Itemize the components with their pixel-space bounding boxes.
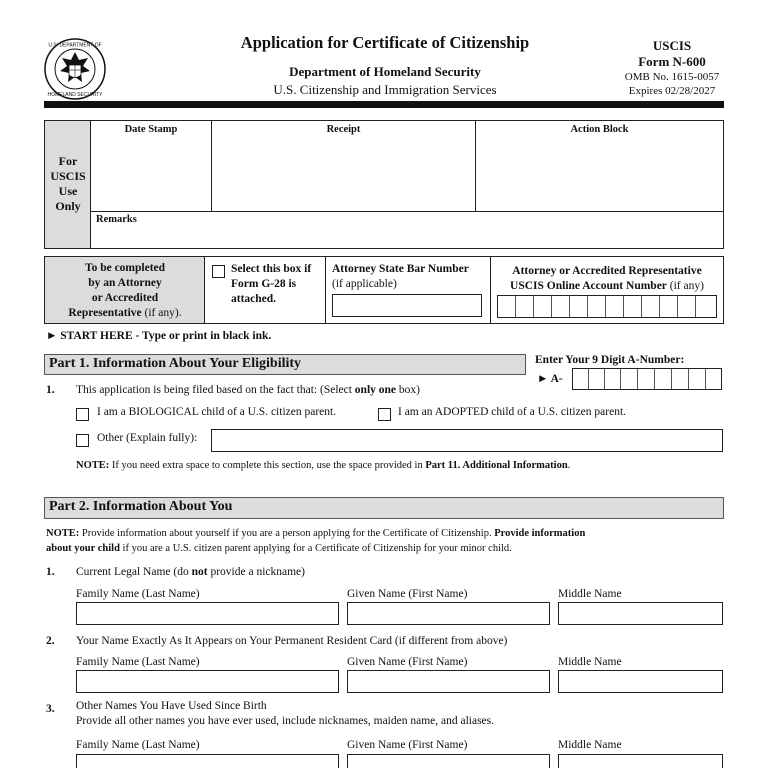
q2-given-name-input[interactable] xyxy=(347,670,550,693)
part2-title: Part 2. Information About You xyxy=(49,499,233,514)
attorney-block xyxy=(44,256,724,324)
a-number-prefix: ► A- xyxy=(537,373,563,385)
part1-q1-number: 1. xyxy=(46,384,55,396)
q2-given-name-label: Given Name (First Name) xyxy=(347,656,468,668)
adopted-child-label: I am an ADOPTED child of a U.S. citizen parent. xyxy=(398,406,627,418)
bar-number-label: Attorney State Bar Number xyxy=(332,263,469,275)
online-account-input[interactable] xyxy=(497,295,717,318)
part2-q3-sub: Provide all other names you have ever used, include nicknames, maiden name, and aliases. xyxy=(76,715,495,727)
q3-family-name-input[interactable] xyxy=(76,754,339,768)
q2-family-name-label: Family Name (Last Name) xyxy=(76,656,200,668)
agency-short: USCIS xyxy=(652,38,692,53)
q1-middle-name-input[interactable] xyxy=(558,602,723,625)
q3-middle-name-input[interactable] xyxy=(558,754,723,768)
q3-given-name-input[interactable] xyxy=(347,754,550,768)
bar-number-sub: (if applicable) xyxy=(332,278,397,290)
other-explain-input[interactable] xyxy=(211,429,723,452)
header-rule xyxy=(44,101,724,108)
action-block-label: Action Block xyxy=(570,124,629,135)
omb-number: OMB No. 1615-0057 xyxy=(624,71,720,83)
attorney-note-line1: To be completed xyxy=(84,262,166,274)
biological-child-checkbox[interactable] xyxy=(76,408,89,421)
account-label-line1: Attorney or Accredited Representative xyxy=(512,265,702,277)
agency-name: U.S. Citizenship and Immigration Services xyxy=(273,82,497,97)
part2-q2-text: Your Name Exactly As It Appears on Your Permanent Resident Card (if different from above) xyxy=(76,635,508,647)
q1-family-name-label: Family Name (Last Name) xyxy=(76,588,200,600)
uscis-use-block xyxy=(44,120,724,249)
other-checkbox[interactable] xyxy=(76,434,89,447)
part2-note-line2: about your child if you are a U.S. citizen parent applying for a Certificate of Citizenship for your minor child. xyxy=(46,543,512,554)
expiration-date: Expires 02/28/2027 xyxy=(628,85,716,97)
attorney-note-line2: by an Attorney xyxy=(88,277,162,289)
q2-family-name-input[interactable] xyxy=(76,670,339,693)
a-number-input[interactable] xyxy=(572,368,722,390)
part1-q1-text: This application is being filed based on the fact that: (Select only one box) xyxy=(76,384,420,396)
start-here: ► START HERE - Type or print in black ink. xyxy=(46,330,272,342)
part2-q3-number: 3. xyxy=(46,703,55,715)
bar-number-input[interactable] xyxy=(332,294,482,317)
svg-text:HOMELAND SECURITY: HOMELAND SECURITY xyxy=(47,92,103,98)
uscis-side-label: For USCIS Use Only xyxy=(50,154,86,213)
q1-middle-name-label: Middle Name xyxy=(558,588,622,600)
form-title: Application for Certificate of Citizenship xyxy=(240,33,530,52)
part2-q3-text: Other Names You Have Used Since Birth xyxy=(76,700,267,712)
part2-q1-text: Current Legal Name (do not provide a nickname) xyxy=(76,566,305,578)
adopted-child-checkbox[interactable] xyxy=(378,408,391,421)
part2-q1-number: 1. xyxy=(46,566,55,578)
part2-note-line1: NOTE: Provide information about yourself if you are a person applying for the Certificate of Citizenship. Provide information xyxy=(46,528,586,539)
q3-family-name-label: Family Name (Last Name) xyxy=(76,739,200,751)
part1-note: NOTE: If you need extra space to complete this section, use the space provided in Part 11. Additional Information. xyxy=(76,460,571,471)
part2-q2-number: 2. xyxy=(46,635,55,647)
g28-line2: Form G-28 is xyxy=(231,278,297,290)
svg-text:U.S. DEPARTMENT OF: U.S. DEPARTMENT OF xyxy=(48,42,102,49)
remarks-label: Remarks xyxy=(96,214,137,225)
q3-given-name-label: Given Name (First Name) xyxy=(347,739,468,751)
biological-child-label: I am a BIOLOGICAL child of a U.S. citizen parent. xyxy=(97,406,337,418)
q3-middle-name-label: Middle Name xyxy=(558,739,622,751)
q2-middle-name-input[interactable] xyxy=(558,670,723,693)
q2-middle-name-label: Middle Name xyxy=(558,656,622,668)
dhs-seal xyxy=(44,38,106,100)
g28-line1: Select this box if xyxy=(231,263,312,275)
form-number: Form N-600 xyxy=(638,54,706,69)
receipt-label: Receipt xyxy=(326,124,361,135)
date-stamp-label: Date Stamp xyxy=(124,124,178,135)
g28-line3: attached. xyxy=(231,293,277,305)
a-number-label: Enter Your 9 Digit A-Number: xyxy=(535,354,685,366)
part1-title: Part 1. Information About Your Eligibility xyxy=(49,356,302,371)
attorney-note-line4: Representative (if any). xyxy=(68,307,182,319)
account-label-line2: USCIS Online Account Number (if any) xyxy=(510,280,704,292)
department-name: Department of Homeland Security xyxy=(289,64,481,79)
q1-family-name-input[interactable] xyxy=(76,602,339,625)
q1-given-name-label: Given Name (First Name) xyxy=(347,588,468,600)
start-arrow-icon: ► xyxy=(46,330,58,342)
other-label: Other (Explain fully): xyxy=(97,432,198,444)
q1-given-name-input[interactable] xyxy=(347,602,550,625)
attorney-note-line3: or Accredited xyxy=(91,292,159,304)
g28-checkbox[interactable] xyxy=(212,265,225,278)
